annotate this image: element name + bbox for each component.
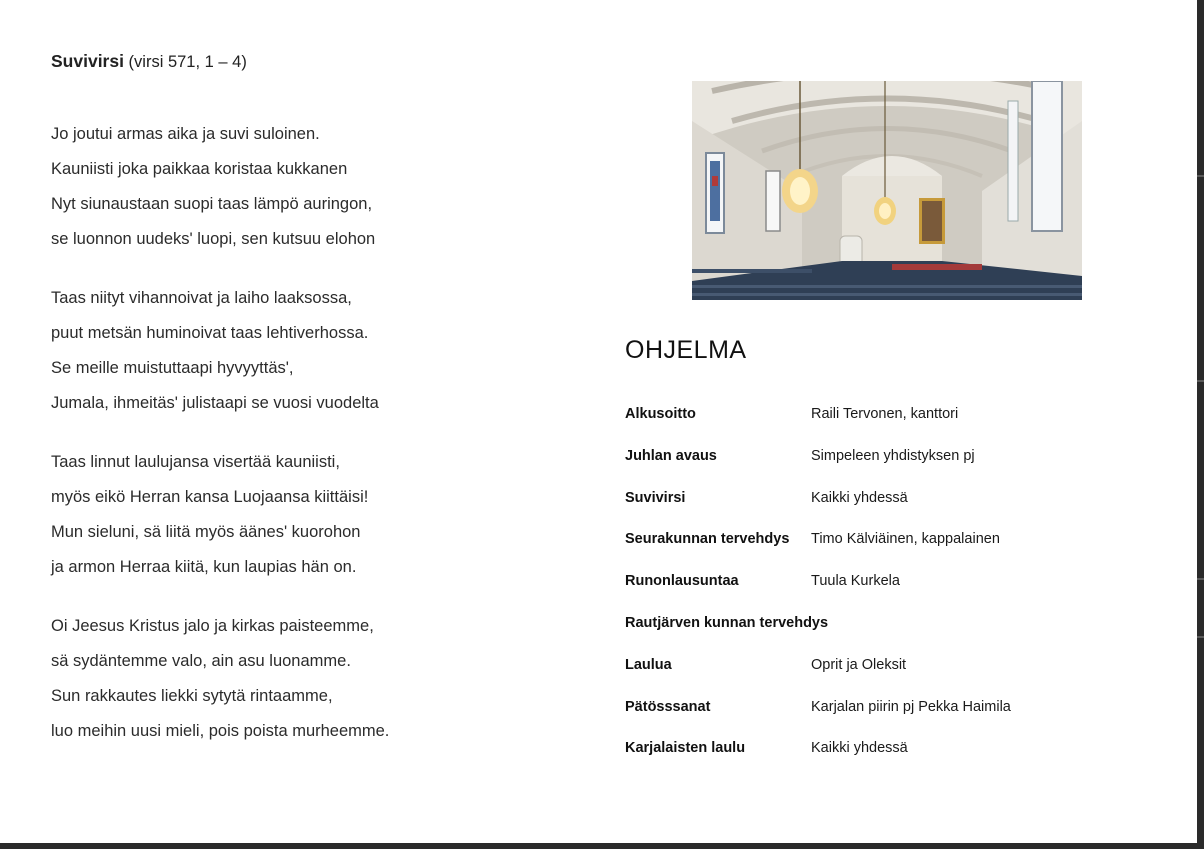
page-edge-bottom [0,843,1204,849]
program-row [625,524,1145,566]
program-row [625,566,1145,608]
program-performer: Raili Tervonen, kanttori [811,406,959,422]
program-item: Pätösssanat [625,698,711,715]
program-item: Runonlausuntaa [625,573,739,590]
hymn-line: sä sydäntemme valo, ain asu luonamme. [51,652,351,670]
hymn-line: Taas niityt vihannoivat ja laiho laaksossa, [51,289,352,307]
church-interior-photo [692,81,1082,300]
program-performer: Karjalan piirin pj Pekka Haimila [811,698,1011,715]
hymn-line: Se meille muistuttaapi hyvyyttäs', [51,359,294,377]
stanza-4 [51,609,471,749]
program-item: Juhlan avaus [625,447,717,464]
program-row [625,692,1145,734]
program-performer: Timo Kälviäinen, kappalainen [811,531,1000,548]
program-title: OHJELMA [625,336,747,364]
program-item: Laulua [625,656,672,673]
program-performer: Oprit ja Oleksit [811,656,907,673]
hymn-line: Mun sieluni, sä liitä myös äänes' kuorohon [51,523,361,541]
program-item: Seurakunnan tervehdys [625,531,790,548]
hymn-subtitle: (virsi 571, 1 – 4) [123,53,247,71]
hymn-line: Kauniisti joka paikkaa koristaa kukkanen [51,160,348,178]
hymn-title: Suvivirsi [51,51,124,71]
program-performer: Tuula Kurkela [811,573,900,590]
program-item: Suvivirsi [625,489,686,506]
program-item: Karjalaisten laulu [625,740,746,757]
hymn-line: Nyt siunaustaan suopi taas lämpö auringon, [51,195,373,213]
hymn-line: myös eikö Herran kansa Luojaansa kiittäisi! [51,488,369,506]
program-performer: Simpeleen yhdistyksen pj [811,447,975,464]
program-performer: Kaikki yhdessä [811,489,908,506]
hymn-line: ja armon Herraa kiitä, kun laupias hän on. [51,558,357,576]
hymn-line: luo meihin uusi mieli, pois poista murheemme. [51,722,390,740]
program-row [625,483,1145,525]
hymn-line: Oi Jeesus Kristus jalo ja kirkas paisteemme, [51,617,374,635]
hymn-line: Sun rakkautes liekki sytytä rintaamme, [51,687,333,705]
program-row [625,650,1145,692]
hymn-section [51,49,471,773]
program-item: Alkusoitto [625,406,696,422]
hymn-line: Taas linnut laulujansa visertää kauniisti, [51,453,340,471]
hymn-line: Jo joutui armas aika ja suvi suloinen. [51,125,320,143]
program-row [625,399,1145,441]
edge-tick [1197,175,1204,177]
hymn-line: puut metsän huminoivat taas lehtiverhossa. [51,324,369,342]
program-row [625,441,1145,483]
edge-tick [1197,578,1204,580]
stanza-1 [51,117,471,257]
hymn-line: se luonnon uudeks' luopi, sen kutsuu elohon [51,230,376,248]
program-row [625,733,1145,775]
program-row [625,608,1145,650]
hymn-line: Jumala, ihmeitäs' julistaapi se vuosi vuodelta [51,394,379,412]
program-performer: Kaikki yhdessä [811,740,908,757]
hymn-heading [51,49,471,74]
edge-tick [1197,636,1204,638]
program-list [625,399,1145,775]
page-edge-right [1197,0,1204,849]
edge-tick [1197,380,1204,382]
program-item: Rautjärven kunnan tervehdys [625,614,829,631]
stanza-2 [51,281,471,421]
stanza-3 [51,445,471,585]
